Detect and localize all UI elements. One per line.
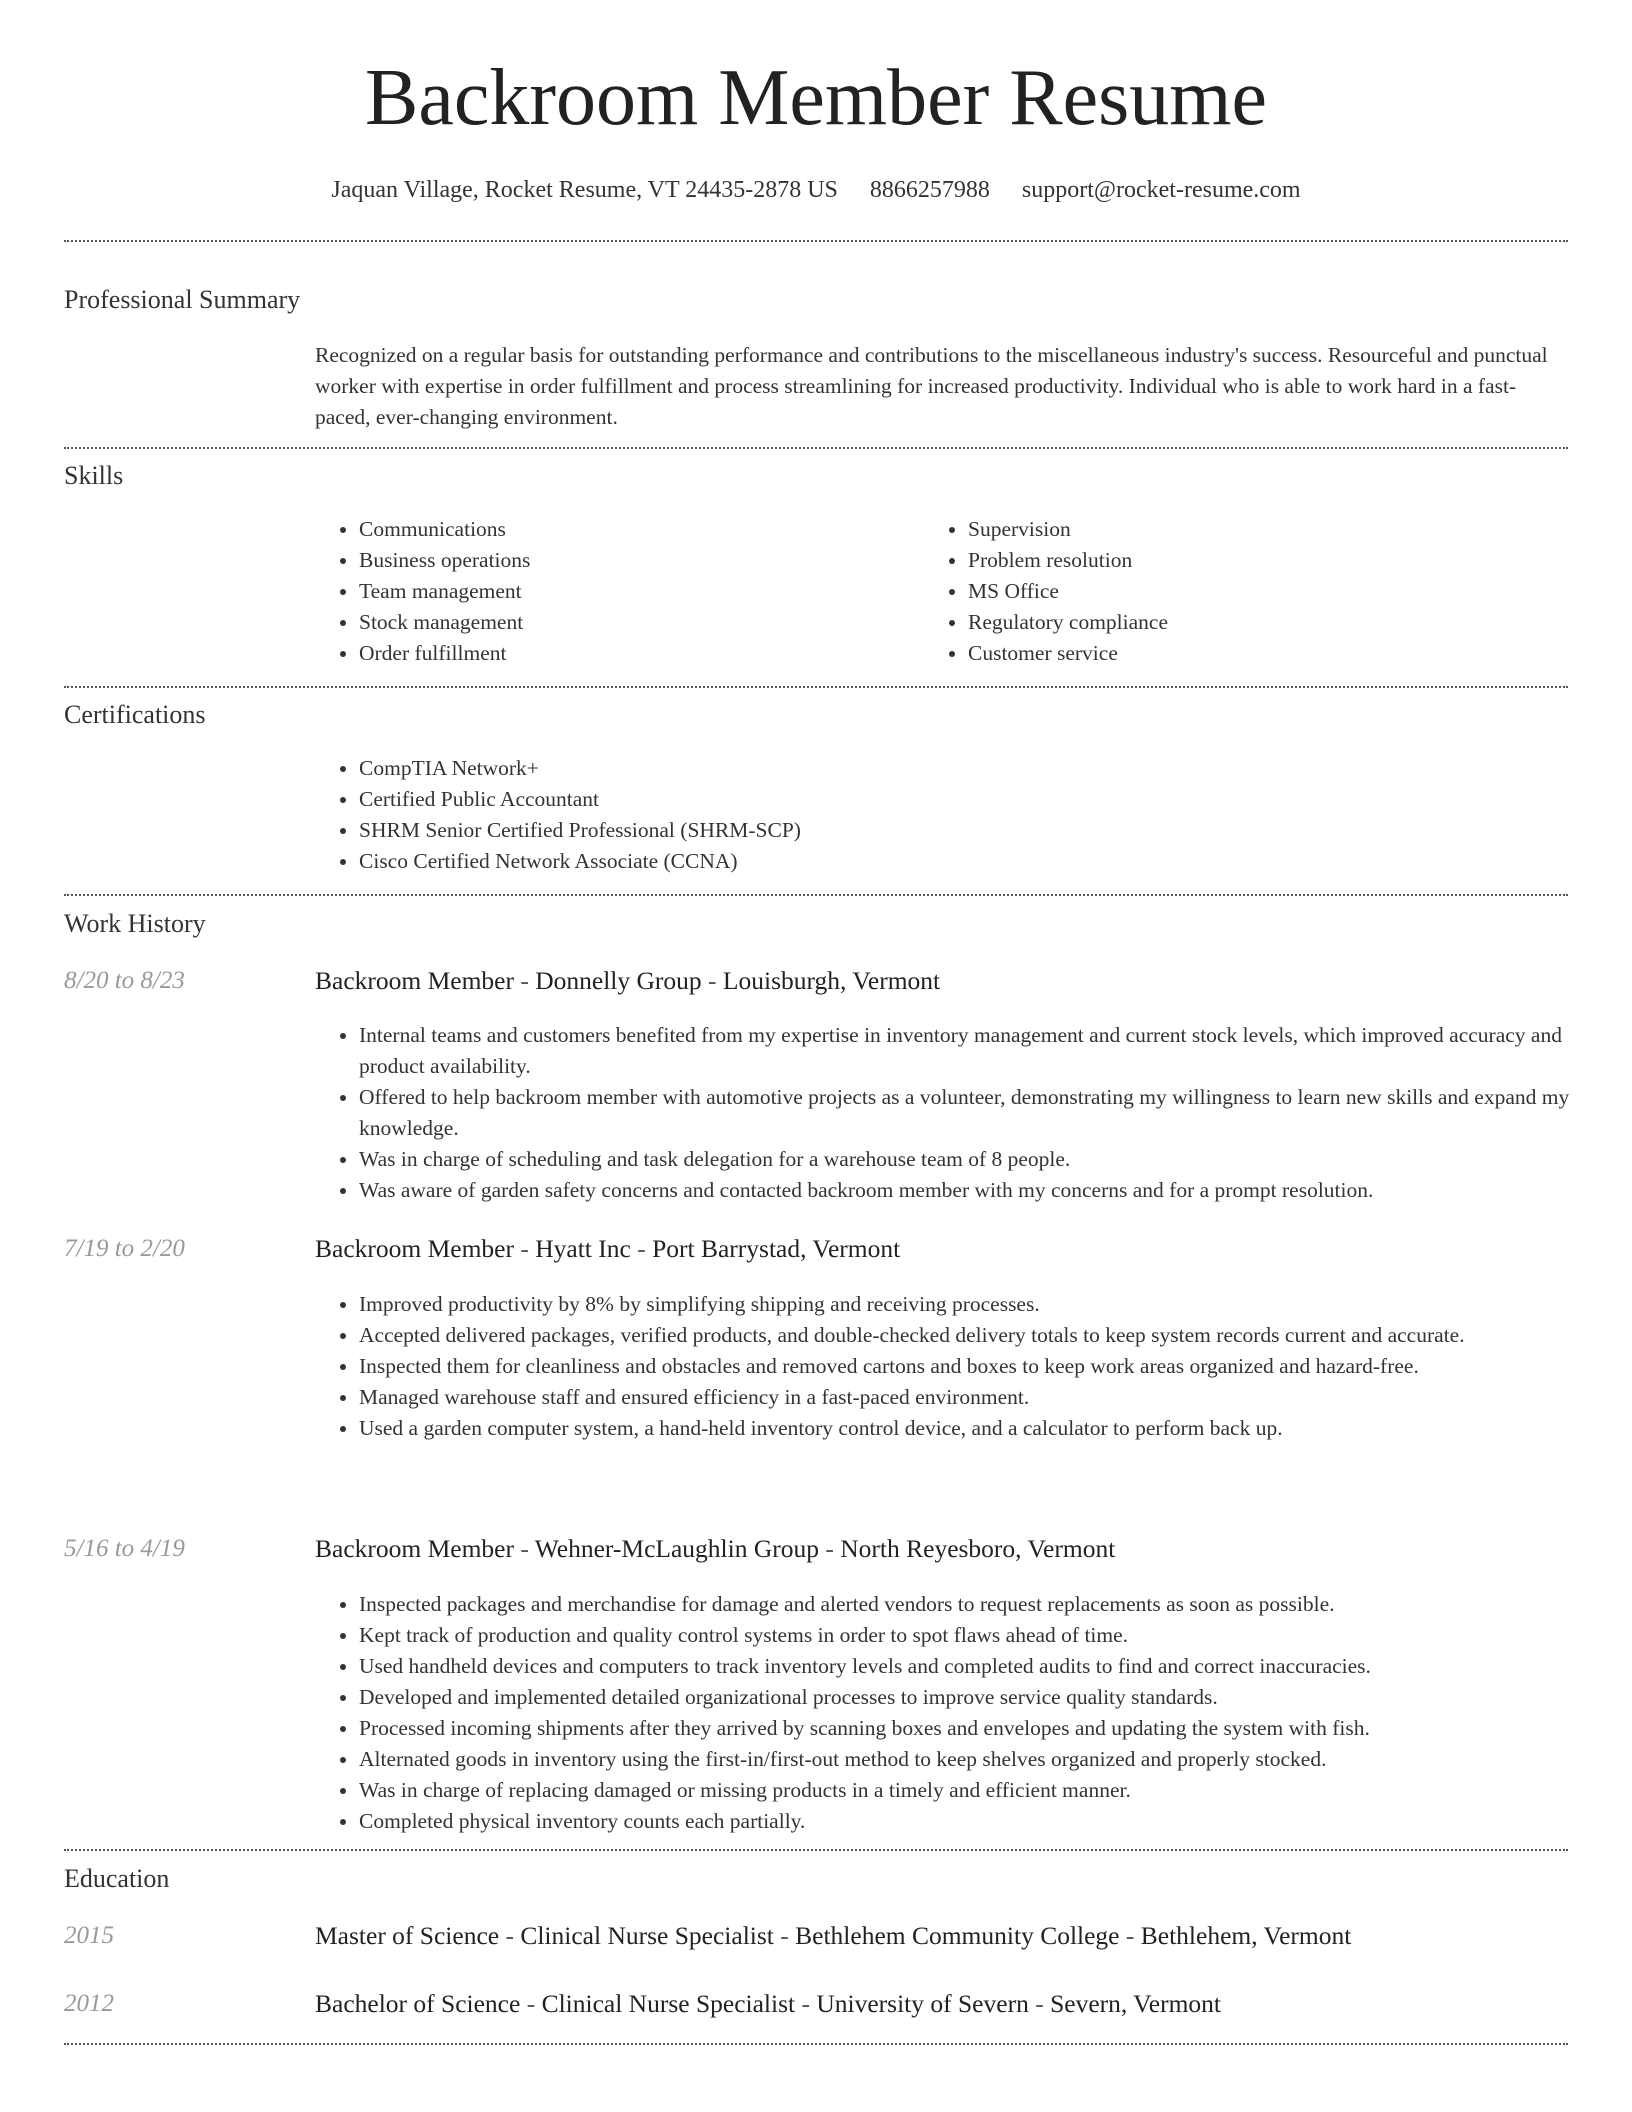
education-separator: -: [795, 1989, 817, 2018]
job-bullet: • Processed incoming shipments after they arrived by scanning boxes and envelopes and updating the system with fish.: [359, 1713, 1612, 1744]
job-company: Hyatt Inc: [535, 1234, 631, 1263]
skills-list-right: [924, 514, 1568, 669]
job-bullets: [315, 1289, 1612, 1444]
skill-item: • Business operations: [359, 545, 919, 576]
job-dates: 5/16 to 4/19: [64, 1535, 185, 1562]
job-bullet: • Offered to help backroom member with automotive projects as a volunteer, demonstrating my willingness to learn new skills and expand my knowledge.: [359, 1082, 1612, 1144]
job-bullet: • Improved productivity by 8% by simplifying shipping and receiving processes.: [359, 1289, 1612, 1320]
section-divider: [64, 240, 1568, 242]
education-year: 2015: [64, 1922, 114, 1949]
education-entry: [315, 1986, 1221, 2022]
contact-phone: 8866257988: [869, 177, 990, 203]
skill-item: • Problem resolution: [968, 545, 1568, 576]
job-location: Port Barrystad, Vermont: [652, 1234, 901, 1263]
job-bullet: • Developed and implemented detailed organizational processes to improve service quality standards.: [359, 1682, 1612, 1713]
education-separator: -: [520, 1989, 542, 2018]
job-separator: -: [513, 966, 536, 995]
skill-item: • Order fulfillment: [359, 638, 919, 669]
education-degree: Master of Science: [315, 1921, 500, 1950]
section-divider: [64, 894, 1568, 896]
certifications-list: [315, 753, 1559, 877]
job-bullet: • Was in charge of replacing damaged or missing products in a timely and efficient manner.: [359, 1775, 1612, 1806]
education-separator: -: [499, 1921, 521, 1950]
job-dates: 8/20 to 8/23: [64, 967, 185, 994]
education-school: Bethlehem Community College: [795, 1921, 1120, 1950]
job-bullet: • Inspected packages and merchandise for damage and alerted vendors to request replacements as soon as possible.: [359, 1589, 1612, 1620]
education-separator: -: [773, 1921, 796, 1950]
job-bullet: • Kept track of production and quality control systems in order to spot flaws ahead of time.: [359, 1620, 1612, 1651]
education-separator: -: [1028, 1989, 1051, 2018]
summary-heading: Professional Summary: [64, 285, 301, 314]
job-dates: 7/19 to 2/20: [64, 1235, 185, 1262]
certification-item: • SHRM Senior Certified Professional (SHRM-SCP): [359, 815, 1559, 846]
skill-item: • Team management: [359, 576, 919, 607]
certifications-heading: Certifications: [64, 700, 206, 729]
job-bullet: • Used a garden computer system, a hand-held inventory control device, and a calculator to perform back up.: [359, 1413, 1612, 1444]
job-bullet: • Completed physical inventory counts each partially.: [359, 1806, 1612, 1837]
job-bullet: • Was in charge of scheduling and task delegation for a warehouse team of 8 people.: [359, 1144, 1612, 1175]
certification-item: • Cisco Certified Network Associate (CCNA): [359, 846, 1559, 877]
education-school: University of Severn: [816, 1989, 1029, 2018]
education-year: 2012: [64, 1990, 114, 2017]
section-divider: [64, 1849, 1568, 1851]
job-title-line: [315, 963, 940, 999]
job-separator: -: [630, 1234, 653, 1263]
job-location: Louisburgh, Vermont: [722, 966, 941, 995]
skills-heading: Skills: [64, 461, 124, 490]
education-heading: Education: [64, 1864, 170, 1893]
job-separator: -: [513, 1234, 536, 1263]
skill-item: • Customer service: [968, 638, 1568, 669]
job-title: Backroom Member: [315, 1534, 514, 1563]
resume-title: Backroom Member Resume: [365, 54, 1267, 142]
education-field: Clinical Nurse Specialist: [520, 1921, 774, 1950]
certification-item: • Certified Public Accountant: [359, 784, 1559, 815]
contact-address: Jaquan Village, Rocket Resume, VT 24435-2878 US: [331, 177, 838, 203]
job-bullet: • Internal teams and customers benefited from my expertise in inventory management and current stock levels, which improved accuracy and product availability.: [359, 1020, 1612, 1082]
education-field: Clinical Nurse Specialist: [541, 1989, 796, 2018]
job-title-line: [315, 1531, 1115, 1567]
job-bullet: • Was aware of garden safety concerns and contacted backroom member with my concerns and for a prompt resolution.: [359, 1175, 1612, 1206]
skills-list-left: [315, 514, 919, 669]
job-bullet: • Inspected them for cleanliness and obstacles and removed cartons and boxes to keep work areas organized and hazard-free.: [359, 1351, 1612, 1382]
education-location: Severn, Vermont: [1050, 1989, 1221, 2018]
job-company: Wehner-McLaughlin Group: [534, 1534, 819, 1563]
skill-item: • Communications: [359, 514, 919, 545]
education-entry: [315, 1918, 1351, 1954]
job-bullet: • Accepted delivered packages, verified products, and double-checked delivery totals to keep system records current and accurate.: [359, 1320, 1612, 1351]
certification-item: • CompTIA Network+: [359, 753, 1559, 784]
job-title-line: [315, 1231, 900, 1267]
job-title: Backroom Member: [315, 966, 514, 995]
section-divider: [64, 2043, 1568, 2045]
job-company: Donnelly Group: [535, 966, 702, 995]
contact-email[interactable]: support@rocket-resume.com: [1021, 177, 1301, 203]
skill-item: • MS Office: [968, 576, 1568, 607]
job-bullets: [315, 1020, 1612, 1206]
education-location: Bethlehem, Vermont: [1140, 1921, 1352, 1950]
job-separator: -: [513, 1534, 535, 1563]
job-separator: -: [701, 966, 723, 995]
job-title: Backroom Member: [315, 1234, 514, 1263]
job-bullets: [315, 1589, 1612, 1837]
summary-text: Recognized on a regular basis for outstanding performance and contributions to the miscellaneous industry's success. Resourceful and punctual worker with expertise in order fulfillment and process streamlining for increased productivity. Individual who is able to work hard in a fast-paced, ever-changing environment.: [315, 343, 1548, 429]
education-degree: Bachelor of Science: [315, 1989, 521, 2018]
job-bullet: • Used handheld devices and computers to track inventory levels and completed audits to find and correct inaccuracies.: [359, 1651, 1612, 1682]
section-divider: [64, 447, 1568, 449]
skill-item: • Regulatory compliance: [968, 607, 1568, 638]
work-history-heading: Work History: [64, 909, 206, 938]
education-separator: -: [1119, 1921, 1141, 1950]
contact-line: [0, 170, 1632, 210]
skill-item: • Stock management: [359, 607, 919, 638]
job-location: North Reyesboro, Vermont: [840, 1534, 1116, 1563]
skill-item: • Supervision: [968, 514, 1568, 545]
job-bullet: • Managed warehouse staff and ensured efficiency in a fast-paced environment.: [359, 1382, 1612, 1413]
job-bullet: • Alternated goods in inventory using the first-in/first-out method to keep shelves organized and properly stocked.: [359, 1744, 1612, 1775]
job-separator: -: [819, 1534, 841, 1563]
section-divider: [64, 686, 1568, 688]
